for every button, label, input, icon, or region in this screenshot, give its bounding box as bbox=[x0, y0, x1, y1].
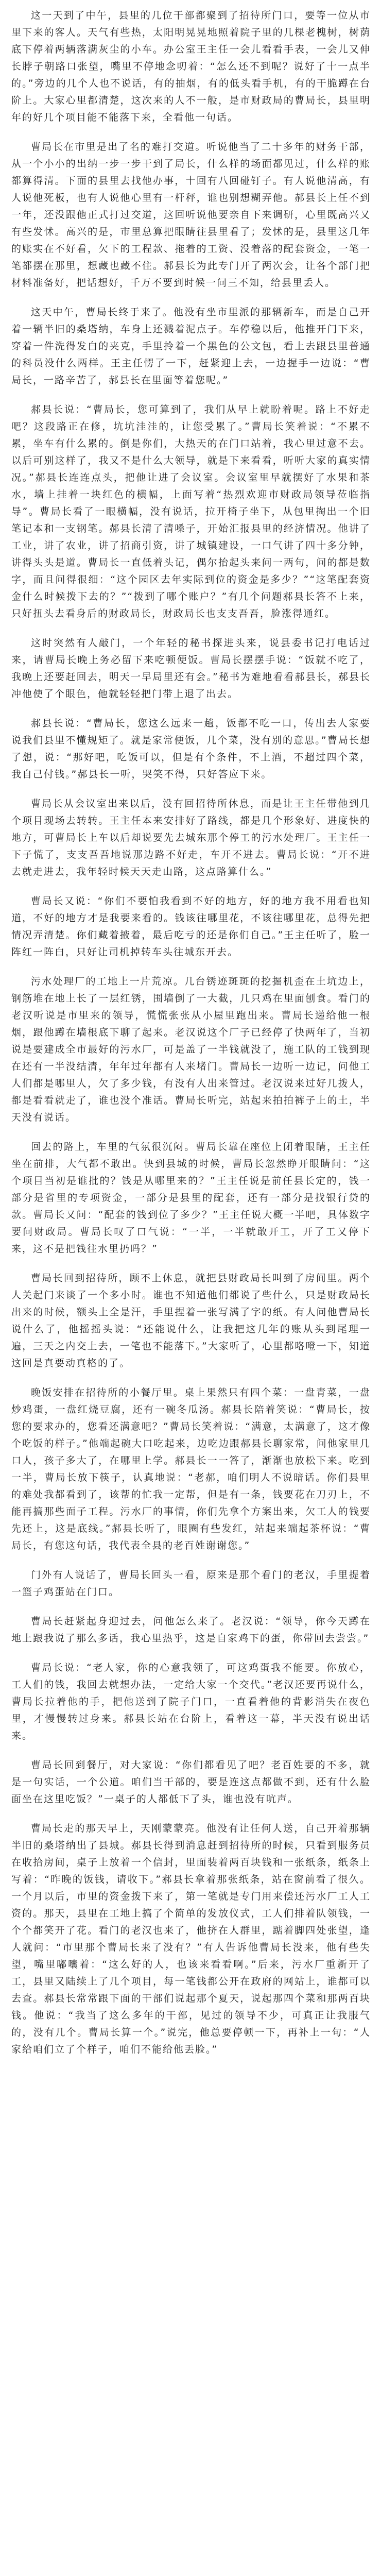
paragraph: 这天中午，曹局长终于来了。他没有坐市里派的那辆新车，而是自己开着一辆半旧的桑塔纳，车身上还溅着泥点子。车停稳以后，他推开门下来，穿着一件洗得发白的夹克，手里拎着一个黑色的公文包，看上去跟县里普通的科员没什么两样。王主任愣了一下，赶紧迎上去，一边握手一边说：“曹局长，一路辛苦了，郝县长在里面等着您呢。” bbox=[11, 307, 371, 386]
paragraph: 郝县长说：“曹局长，您这么远来一趟，饭都不吃一口，传出去人家要说我们县里不懂规矩了。就是家常便饭，几个菜，没有别的意思。”曹局长想了想，说：“那好吧，吃饭可以，但是有个条件，不上酒，不超过四个菜，我自己付钱。”郝县长一听，哭笑不得，只好答应下来。 bbox=[11, 718, 371, 780]
paragraph: 这一天到了中午，县里的几位干部都聚到了招待所门口，要等一位从市里下来的客人。天气有些热，太阳明晃晃地照着院子里的几棵老槐树，树荫底下停着两辆落满灰尘的小车。办公室王主任一会儿看看手表，一会儿又伸长脖子朝路口张望，嘴里不停地念叨着：“怎么还不到呢？说好了十一点半的。”旁边的几个人也不说话，有的抽烟，有的低头看手机，有的干脆蹲在台阶上。大家心里都清楚，这次来的人不一般，是市财政局的曹局长，县里明年的好几个项目能不能落下来，全看他一句话。 bbox=[11, 10, 371, 123]
paragraph: 曹局长从会议室出来以后，没有回招待所休息，而是让王主任带他到几个项目现场去转转。王主任本来安排好了路线，都是几个形象好、进度快的地方，可曹局长上车以后却说要先去城东那个停工的污水处理厂。王主任一下子慌了，支支吾吾地说那边路不好走，车开不进去。曹局长说：“开不进去就走进去，我年轻时候天天走山路，这点路算什么。” bbox=[11, 798, 371, 877]
paragraph: 这时突然有人敲门，一个年轻的秘书探进头来，说县委书记打电话过来，请曹局长晚上务必留下来吃顿便饭。曹局长摆摆手说：“饭就不吃了，我晚上还要赶回去，明天一早局里还有会。”秘书为难地看看郝县长，郝县长冲他使了个眼色，他就轻轻把门带上退了出去。 bbox=[11, 637, 371, 700]
paragraph: 曹局长赶紧起身迎过去，问他怎么来了。老汉说：“领导，你今天蹲在地上跟我说了那么多话，我心里热乎，这是自家鸡下的蛋，你带回去尝尝。” bbox=[11, 1616, 371, 1644]
paragraph: 郝县长说：“曹局长，您可算到了，我们从早上就盼着呢。路上不好走吧？这段路正在修，坑坑洼洼的，让您受累了。”曹局长笑着说：“不累不累，坐车有什么累的。倒是你们，大热天的在门口站着，我心里过意不去。以后可别这样了，我又不是什么大领导，就是下来看看，听听大家的真实情况。”郝县长连连点头，把他让进了会议室。会议室里早就摆好了水果和茶水，墙上挂着一块红色的横幅，上面写着“热烈欢迎市财政局领导莅临指导”。曹局长看了一眼横幅，没有说话，拉开椅子坐下，从包里掏出一个旧笔记本和一支钢笔。郝县长清了清嗓子，开始汇报县里的经济情况。他讲了工业，讲了农业，讲了招商引资，讲了城镇建设，一口气讲了四十多分钟，讲得头头是道。曹局长一直低着头记，偶尔抬起头来问一两句，问的都是数字，而且问得很细：“这个园区去年实际到位的资金是多少？”“这笔配套资金什么时候拨下去的？”“拨到了哪个账户？”有几个问题郝县长答不上来，只好扭头去看身后的财政局长，财政局长也支支吾吾，脸涨得通红。 bbox=[11, 404, 371, 619]
paragraph: 晚饭安排在招待所的小餐厅里。桌上果然只有四个菜：一盘青菜，一盘炒鸡蛋，一盘红烧豆腐，还有一碗冬瓜汤。郝县长陪着笑说：“曹局长，按您的要求办的，您看还满意吧？”曹局长笑着说：“满意，太满意了，这才像个吃饭的样子。”他端起碗大口吃起来，边吃边跟郝县长聊家常，问他家里几口人，孩子多大了，在哪里上学。郝县长一一答了，渐渐也放松下来。吃到一半，曹局长放下筷子，认真地说：“老郝，咱们明人不说暗话。你们县里的难处我都看到了，该帮的忙我一定帮，但是有一条，钱要花在刀刃上，不能再搞那些面子工程。污水厂的事情，你们先拿个方案出来，欠工人的钱要先还上，这是底线。”郝县长听了，眼圈有些发红，站起来端起茶杯说：“曹局长，有您这句话，我代表全县的老百姓谢谢您。” bbox=[11, 1387, 371, 1551]
paragraph: 回去的路上，车里的气氛很沉闷。曹局长靠在座位上闭着眼睛，王主任坐在前排，大气都不敢出。快到县城的时候，曹局长忽然睁开眼睛问：“这个项目当初是谁批的？钱是从哪里来的？”王主任说是前任县长定的，钱一部分是省里的专项资金，一部分是县里的配套，还有一部分是找银行贷的款。曹局长又问：“配套的钱到位了多少？”王主任说大概一半吧，具体数字要问财政局。曹局长叹了口气说：“一半，一半就敢开工，开了工又停下来，这不是把钱往水里扔吗？” bbox=[11, 1141, 371, 1255]
paragraph: 污水处理厂的工地上一片荒凉。几台锈迹斑斑的挖掘机歪在土坑边上，钢筋堆在地上长了一层红锈，围墙倒了一大截，几只鸡在里面刨食。看门的老汉听说是市里来的领导，慌慌张张从小屋里跑出来。曹局长递给他一根烟，跟他蹲在墙根底下聊了起来。老汉说这个厂子已经停了快两年了，当初说是要建成全市最好的污水厂，可是盖了一半钱就没了，施工队的工钱到现在还有一半没结清，年年过年都有人来堵门。曹局长一边听一边记，问他工人们都是哪里人，欠了多少钱，有没有人出来管过。老汉说来过好几拨人，都是看看就走了，谁也没个准话。曹局长听完，站起来拍拍裤子上的土，半天没有说话。 bbox=[11, 976, 371, 1123]
paragraph: 曹局长又说：“你们不要怕我看到不好的地方，好的地方我不用看也知道，不好的地方才是我要来看的。钱该往哪里花，不该往哪里花，总得先把情况弄清楚。你们藏着掖着，最后吃亏的还是你们自己。”王主任听了，脸一阵红一阵白，只好让司机掉转车头往城东开去。 bbox=[11, 895, 371, 958]
paragraph: 门外有人说话了，曹局长回头一看，原来是那个看门的老汉，手里提着一篮子鸡蛋站在门口。 bbox=[11, 1569, 371, 1598]
paragraph: 曹局长走的那天早上，天刚蒙蒙亮。他没有让任何人送，自己开着那辆半旧的桑塔纳出了县城。郝县长得到消息赶到招待所的时候，只看到服务员在收拾房间，桌子上放着一个信封，里面装着两百块钱和一张纸条，纸条上写着：“昨晚的饭钱，请收下。”郝县长拿着那张纸条，站在窗前看了很久。一个月以后，市里的资金拨下来了，第一笔就是专门用来偿还污水厂工人工资的。那天，县里在工地上搞了个简单的发放仪式，工人们排着队领钱，一个个都笑开了花。看门的老汉也来了，他挤在人群里，踮着脚四处张望，逢人就问：“市里那个曹局长来了没有？”有人告诉他曹局长没来，他有些失望，嘴里嘟囔着：“这么好的人，也该来看看啊。”后来，污水厂重新开了工，县里又陆续上了几个项目，每一笔钱都公开在政府的网站上，谁都可以去查。郝县长常常跟下面的干部们说起那个夏天，说起那四个菜和那两百块钱。他说：“我当了这么多年的干部，见过的领导不少，可真正让我服气的，没有几个。曹局长算一个。”说完，他总要停顿一下，再补上一句：“人家给咱们立了个样子，咱们不能给他丢脸。” bbox=[11, 1823, 371, 2055]
paragraph: 曹局长回到招待所，顾不上休息，就把县财政局长叫到了房间里。两个人关起门来谈了一个多小时。谁也不知道他们都说了些什么，只是财政局长出来的时候，额头上全是汗，手里捏着一张写满了字的纸。有人问他曹局长说什么了，他摇摇头说：“还能说什么，让我把这几年的账从头到尾理一遍，三天之内交上去，一笔也不能落下。”大家听了，心里都咯噔一下，知道这回是真要动真格的了。 bbox=[11, 1273, 371, 1369]
paragraph: 曹局长回到餐厅，对大家说：“你们都看见了吧？老百姓要的不多，就是一句实话，一个公道。咱们当干部的，要是连这点都做不到，还有什么脸面坐在这里吃饭？”一桌子的人都低下了头，谁也没有吭声。 bbox=[11, 1759, 371, 1805]
paragraph: 曹局长说：“老人家，你的心意我领了，可这鸡蛋我不能要。你放心，工人们的钱，我回去就想办法，一定给大家一个交代。”老汉还要再说什么，曹局长拉着他的手，把他送到了院子门口，一直看着他的背影消失在夜色里，才慢慢转过身来。郝县长站在台阶上，看着这一幕，半天没有说出话来。 bbox=[11, 1662, 371, 1741]
paragraph: 曹局长在市里是出了名的难打交道。听说他当了二十多年的财务干部，从一个小小的出纳一步一步干到了局长，什么样的场面都见过，什么样的账都算得清。下面的县里去找他办事，十回有八回碰钉子。有人说他清高，有人说他死板，也有人说他心里有一杆秤，谁也别想糊弄他。郝县长上任不到一年，还没跟他正式打过交道，这回听说他要亲自下来调研，心里既高兴又有些发怵。高兴的是，市里总算把眼睛往县里看了；发怵的是，县里这几年的账实在不好看，欠下的工程款、拖着的工资、没着落的配套资金，一笔一笔都摆在那里，想藏也藏不住。郝县长为此专门开了两次会，让各个部门把材料准备好，把话想好，千万不要到时候一问三不知，给县里丢人。 bbox=[11, 141, 371, 289]
